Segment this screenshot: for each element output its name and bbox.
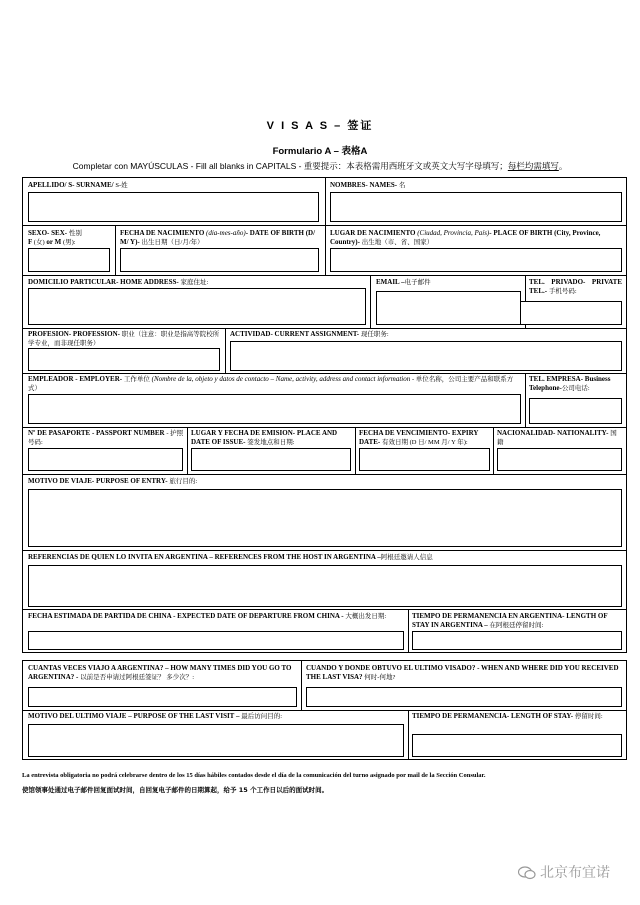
activity-field[interactable] xyxy=(230,341,622,371)
home-label: DOMICILIO PARTICULAR- HOME ADDRESS- 家庭住址: xyxy=(28,278,209,286)
stay-field[interactable] xyxy=(412,631,622,650)
email-field[interactable] xyxy=(376,291,521,325)
interview-note-es: La entrevista obligatoria no podrá celebrarse dentro de los 15 días hábiles contados desde el día de la comunicación del turno asignado por mail de la Sección Consular. xyxy=(22,772,486,779)
employer-field[interactable] xyxy=(28,394,521,424)
references-field[interactable] xyxy=(28,565,622,607)
watermark xyxy=(518,862,610,882)
activity-label: ACTIVIDAD- CURRENT ASSIGNMENT- 现任职务: xyxy=(230,330,389,338)
passport-field[interactable] xyxy=(28,448,183,471)
employer-label: EMPLEADOR - EMPLOYER- 工作单位 (Nombre de la, objeto y datos de contacto – Name, activity, address and contact information - 单位名称，公司主要产品和联系方式） xyxy=(28,375,514,392)
references-label: REFERENCIAS DE QUIEN LO INVITA EN ARGENTINA – REFERENCES FROM THE HOST IN ARGENTINA –阿根廷邀请人信息 xyxy=(28,553,433,561)
expiry-field[interactable] xyxy=(359,448,490,471)
wechat-icon xyxy=(518,866,536,880)
purpose-label: MOTIVO DE VIAJE- PURPOSE OF ENTRY- 旅行目的: xyxy=(28,477,198,485)
nationality-label: NACIONALIDAD- NATIONALITY- 国籍 xyxy=(497,429,617,446)
form-name: Formulario A – 表格A xyxy=(272,146,368,157)
instructions: Completar con MAYÚSCULAS - Fill all blanks in CAPITALS - 重要提示：本表格需用西班牙文或英文大写字母填写；每栏均需填写。 xyxy=(72,161,568,171)
surname-label: APELLIDO/ S- SURNAME/ S-姓 xyxy=(28,181,128,189)
passport-label: Nº DE PASAPORTE - PASSPORT NUMBER - 护照号码: xyxy=(28,429,184,446)
names-field[interactable] xyxy=(330,192,622,222)
departure-label: FECHA ESTIMADA DE PARTIDA DE CHINA - EXPECTED DATE OF DEPARTURE FROM CHINA - 大概出发日期: xyxy=(28,612,387,620)
dob-label: FECHA DE NACIMIENTO (dia-mes-año)- DATE OF BIRTH (D/ M/ Y)- 出生日期（日/月/年） xyxy=(120,229,316,246)
times-field[interactable] xyxy=(28,687,297,707)
tel-business-label: TEL. EMPRESA- Business Telephone-公司电话: xyxy=(529,375,611,392)
interview-note-cn: 使馆领事处通过电子邮件回复面试时间，自回复电子邮件的日期算起，给予 15 个工作日以后的面试时间。 xyxy=(22,786,329,794)
times-label: CUANTAS VECES VIAJO A ARGENTINA? – HOW MANY TIMES DID YOU GO TO ARGENTINA? - 以前是否申请过阿根廷签证？ 多少次？: xyxy=(28,664,292,681)
tel-business-field[interactable] xyxy=(529,398,622,424)
last-visa-label: CUANDO Y DONDE OBTUVO EL ULTIMO VISADO? - WHEN AND WHERE DID YOU RECEIVED THE LAST VISA? 何时-何地? xyxy=(306,664,619,681)
issue-label: LUGAR Y FECHA DE EMISION- PLACE AND DATE OF ISSUE- 签发地点和日期: xyxy=(191,429,338,446)
home-address-field[interactable] xyxy=(28,288,366,325)
last-visa-field[interactable] xyxy=(306,687,622,707)
last-stay-label: TIEMPO DE PERMANENCIA- LENGTH OF STAY- 停留时间: xyxy=(412,712,603,720)
names-label: NOMBRES- NAMES- 名 xyxy=(330,181,406,189)
dob-field[interactable] xyxy=(120,248,319,272)
last-stay-field[interactable] xyxy=(412,734,622,757)
purpose-field[interactable] xyxy=(28,489,622,547)
departure-field[interactable] xyxy=(28,631,404,650)
page-title: V I S A S – 签证 xyxy=(266,120,374,132)
pob-field[interactable] xyxy=(330,248,622,272)
stay-label: TIEMPO DE PERMANENCIA EN ARGENTINA- LENGTH OF STAY IN ARGENTINA – 在阿根廷停留时间: xyxy=(412,612,608,629)
sex-label: SEXO- SEX- 性别 F (女) or M (男): xyxy=(28,229,82,246)
tel-private-field[interactable] xyxy=(520,301,622,325)
tel-private-label: TEL. PRIVADO- PRIVATE TEL.- 手机号码: xyxy=(529,278,622,295)
surname-field[interactable] xyxy=(28,192,319,222)
profession-label: PROFESION- PROFESSION- 职业（注意：职业是指高等院校所学专业，而非现任职务） xyxy=(28,330,220,347)
email-label: EMAIL –电子邮件 xyxy=(376,278,431,286)
sex-field[interactable] xyxy=(28,248,110,272)
last-purpose-field[interactable] xyxy=(28,724,404,757)
last-purpose-label: MOTIVO DEL ULTIMO VIAJE – PURPOSE OF THE LAST VISIT – 最后访问目的: xyxy=(28,712,283,720)
profession-field[interactable] xyxy=(28,348,220,371)
expiry-label: FECHA DE VENCIMIENTO- EXPIRY DATE- 有效日期 (D 日/ MM 月/ Y 年): xyxy=(359,429,479,446)
pob-label: LUGAR DE NACIMIENTO (Ciudad, Provincia, País)- PLACE OF BIRTH (City, Province, Country)- 出生地（市、省、国家） xyxy=(330,229,601,246)
nationality-field[interactable] xyxy=(497,448,622,471)
watermark-text: 北京布宜诺 xyxy=(540,865,610,881)
issue-field[interactable] xyxy=(191,448,351,471)
